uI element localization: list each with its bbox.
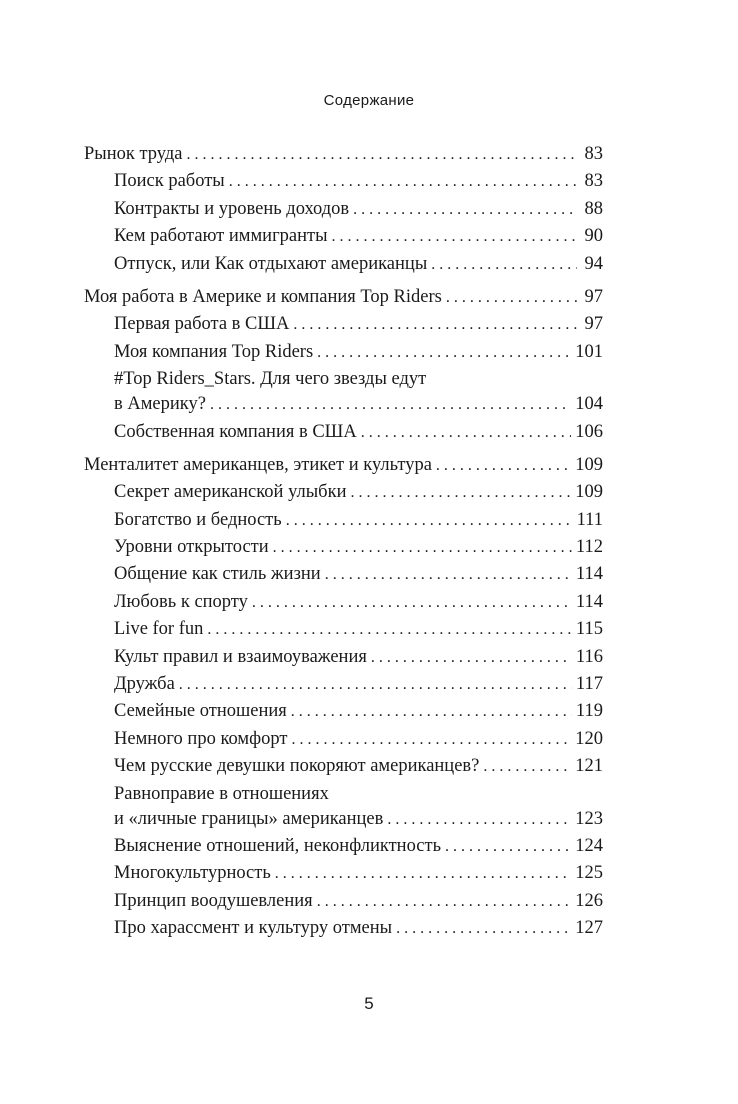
- toc-entry-title: Контракты и уровень доходов: [114, 198, 350, 219]
- toc-section[interactable]: [114, 311, 603, 338]
- toc-section[interactable]: [114, 671, 603, 698]
- toc-page-number: 125: [575, 863, 603, 884]
- dot-leader: [252, 589, 572, 616]
- toc-entry-title: Выяснение отношений, неконфликтность: [114, 835, 442, 856]
- toc-page-number: 94: [584, 253, 603, 274]
- toc-page-number: 119: [575, 701, 603, 722]
- toc-section[interactable]: [114, 833, 603, 860]
- table-of-contents: [84, 141, 603, 943]
- toc-section[interactable]: [114, 168, 603, 195]
- toc-section[interactable]: [114, 534, 603, 561]
- dot-leader: [210, 391, 571, 418]
- toc-page-number: 109: [575, 482, 603, 503]
- toc-chapter[interactable]: [84, 141, 603, 168]
- toc-entry-title: Культ правил и взаимоуважения: [114, 646, 367, 667]
- dot-leader: [187, 141, 577, 168]
- toc-entry-title: Live for fun: [114, 619, 204, 640]
- toc-entry-title: Чем русские девушки покоряют американцев?: [114, 756, 480, 777]
- toc-section[interactable]: [114, 339, 603, 366]
- toc-entry-title: #Top Riders_Stars. Для чего звезды едут: [114, 369, 427, 390]
- toc-section[interactable]: [114, 860, 603, 887]
- dot-leader: [207, 616, 572, 643]
- toc-page-number: 90: [584, 226, 603, 247]
- dot-leader: [361, 419, 572, 446]
- toc-chapter[interactable]: [84, 452, 603, 479]
- dot-leader: [353, 196, 577, 223]
- toc-section[interactable]: [114, 507, 603, 534]
- toc-page-number: 124: [575, 835, 603, 856]
- toc-entry-title: Многокультурность: [114, 863, 271, 884]
- dot-leader: [291, 726, 571, 753]
- dot-leader: [273, 534, 572, 561]
- toc-page-number: 123: [575, 808, 603, 829]
- toc-entry-title: Первая работа в США: [114, 314, 290, 335]
- toc-section[interactable]: [114, 726, 603, 753]
- toc-page-number: 114: [575, 591, 603, 612]
- toc-page-number: 97: [584, 314, 603, 335]
- dot-leader: [325, 561, 572, 588]
- dot-leader: [431, 251, 577, 278]
- toc-entry-title: Семейные отношения: [114, 701, 287, 722]
- toc-section[interactable]: [114, 196, 603, 223]
- dot-leader: [396, 915, 571, 942]
- running-title: Содержание: [323, 92, 415, 109]
- toc-section[interactable]: [114, 251, 603, 278]
- dot-leader: [387, 806, 571, 833]
- toc-page-number: 83: [584, 171, 603, 192]
- toc-entry-title: Дружба: [114, 674, 175, 695]
- toc-page-number: 106: [575, 421, 603, 442]
- toc-entry-title: Общение как стиль жизни: [114, 564, 321, 585]
- dot-leader: [229, 168, 577, 195]
- toc-entry-title: Секрет американской улыбки: [114, 482, 347, 503]
- toc-page-number: 127: [575, 918, 603, 939]
- toc-page-number: 104: [575, 394, 603, 415]
- toc-page-number: 115: [575, 619, 603, 640]
- dot-leader: [371, 644, 572, 671]
- toc-entry-title: Моя работа в Америке и компания Top Riders: [84, 286, 442, 307]
- toc-chapter[interactable]: [84, 284, 603, 311]
- toc-section[interactable]: [114, 391, 603, 418]
- toc-entry-title: Собственная компания в США: [114, 421, 357, 442]
- dot-leader: [317, 339, 571, 366]
- dot-leader: [483, 753, 571, 780]
- toc-entry-title: Принцип воодушевления: [114, 890, 313, 911]
- toc-section[interactable]: [114, 888, 603, 915]
- dot-leader: [179, 671, 572, 698]
- toc-page-number: 88: [584, 198, 603, 219]
- toc-section[interactable]: [114, 616, 603, 643]
- page-number: 5: [364, 994, 374, 1013]
- toc-section[interactable]: [114, 589, 603, 616]
- toc-section[interactable]: [114, 698, 603, 725]
- dot-leader: [436, 452, 571, 479]
- toc-entry-line: [114, 781, 603, 806]
- toc-page-number: 97: [584, 286, 603, 307]
- dot-leader: [350, 479, 571, 506]
- toc-page-number: 120: [575, 728, 603, 749]
- toc-entry-title: Рынок труда: [84, 144, 183, 164]
- toc-entry-title: Про харассмент и культуру отмены: [114, 918, 393, 939]
- toc-section[interactable]: [114, 223, 603, 250]
- toc-section[interactable]: [114, 479, 603, 506]
- toc-section[interactable]: [114, 561, 603, 588]
- toc-entry-title: Менталитет американцев, этикет и культура: [84, 454, 432, 475]
- dot-leader: [275, 860, 571, 887]
- toc-section[interactable]: [114, 753, 603, 780]
- toc-section[interactable]: [114, 915, 603, 942]
- toc-page-number: 109: [575, 454, 603, 475]
- toc-page-number: 112: [575, 537, 603, 558]
- dot-leader: [445, 833, 571, 860]
- toc-entry-title: Отпуск, или Как отдыхают американцы: [114, 253, 428, 274]
- dot-leader: [332, 223, 577, 250]
- toc-page-number: 126: [575, 890, 603, 911]
- toc-entry-line: [114, 366, 603, 391]
- toc-page-number: 101: [575, 341, 603, 362]
- toc-page-number: 117: [575, 674, 603, 695]
- toc-section[interactable]: [114, 806, 603, 833]
- toc-entry-title: в Америку?: [114, 394, 206, 415]
- toc-section[interactable]: [114, 419, 603, 446]
- toc-entry-title: Богатство и бедность: [114, 509, 282, 530]
- toc-page-number: 116: [575, 646, 603, 667]
- dot-leader: [291, 698, 572, 725]
- toc-section[interactable]: [114, 644, 603, 671]
- toc-entry-title: и «личные границы» американцев: [114, 808, 384, 829]
- dot-leader: [286, 507, 573, 534]
- toc-entry-title: Кем работают иммигранты: [114, 226, 328, 247]
- toc-entry-title: Немного про комфорт: [114, 728, 288, 749]
- dot-leader: [446, 284, 577, 311]
- dot-leader: [317, 888, 572, 915]
- toc-entry-title: Любовь к спорту: [114, 591, 248, 612]
- toc-entry-title: Поиск работы: [114, 171, 225, 192]
- toc-entry-title: Равноправие в отношениях: [114, 783, 329, 804]
- toc-page-number: 83: [584, 144, 603, 164]
- toc-entry-title: Моя компания Top Riders: [114, 341, 314, 362]
- toc-page-number: 114: [575, 564, 603, 585]
- toc-entry-title: Уровни открытости: [114, 537, 269, 558]
- toc-page-number: 121: [575, 756, 603, 777]
- toc-page-number: 111: [576, 509, 603, 530]
- dot-leader: [293, 311, 577, 338]
